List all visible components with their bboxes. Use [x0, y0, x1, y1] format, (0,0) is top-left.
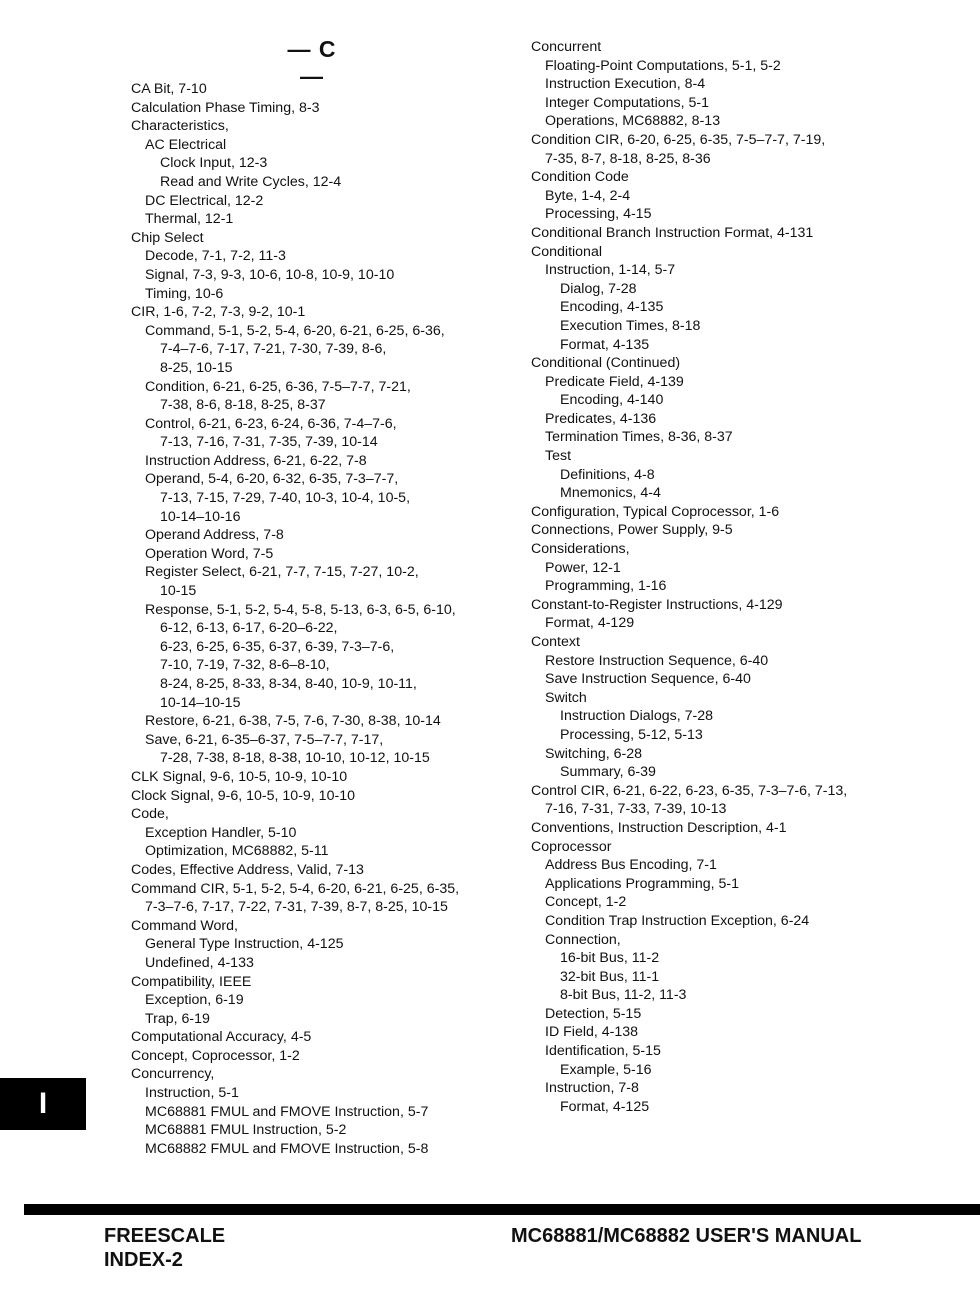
index-entry: Instruction, 1-14, 5-7: [545, 262, 676, 279]
index-entry: Exception, 6-19: [145, 992, 244, 1009]
index-entry: 7-16, 7-31, 7-33, 7-39, 10-13: [545, 801, 727, 818]
index-entry: Operand Address, 7-8: [145, 527, 284, 544]
index-entry: Identification, 5-15: [545, 1043, 661, 1060]
index-entry: Clock Input, 12-3: [160, 155, 268, 172]
footer-left: [104, 1224, 225, 1272]
index-entry: Code,: [131, 806, 169, 823]
index-entry: Chip Select: [131, 229, 204, 246]
index-entry: 6-23, 6-25, 6-35, 6-37, 6-39, 7-3–7-6,: [160, 638, 395, 655]
index-entry: Concept, Coprocessor, 1-2: [131, 1047, 300, 1064]
index-entry: Concurrency,: [131, 1066, 215, 1083]
index-column-left: [131, 80, 511, 1158]
index-entry: Command CIR, 5-1, 5-2, 5-4, 6-20, 6-21, 6-25, 6-35,: [131, 880, 460, 897]
index-entry: Operations, MC68882, 8-13: [545, 113, 721, 130]
index-entry: Test: [545, 448, 572, 465]
index-entry: Definitions, 4-8: [560, 466, 655, 483]
index-entry: Connections, Power Supply, 9-5: [531, 522, 733, 539]
index-entry: CLK Signal, 9-6, 10-5, 10-9, 10-10: [131, 768, 348, 785]
footer-page-number: INDEX-2: [104, 1249, 183, 1271]
index-entry: Conditional: [531, 243, 602, 260]
index-entry: Operand, 5-4, 6-20, 6-32, 6-35, 7-3–7-7,: [145, 471, 399, 488]
index-entry: Encoding, 4-140: [560, 392, 664, 409]
index-entry: Switching, 6-28: [545, 745, 642, 762]
index-entry: Clock Signal, 9-6, 10-5, 10-9, 10-10: [131, 787, 355, 804]
index-entry: 10-14–10-16: [160, 508, 241, 525]
index-entry: Connection,: [545, 931, 621, 948]
index-entry: Save, 6-21, 6-35–6-37, 7-5–7-7, 7-17,: [145, 731, 384, 748]
index-entry: DC Electrical, 12-2: [145, 192, 264, 209]
index-entry: Mnemonics, 4-4: [560, 485, 661, 502]
index-entry: Execution Times, 8-18: [560, 317, 701, 334]
index-entry: 8-25, 10-15: [160, 359, 233, 376]
index-entry: Floating-Point Computations, 5-1, 5-2: [545, 57, 781, 74]
index-entry: Format, 4-129: [545, 615, 635, 632]
footer-brand: FREESCALE: [104, 1225, 226, 1247]
index-entry: MC68881 FMUL Instruction, 5-2: [145, 1122, 347, 1139]
index-entry: Dialog, 7-28: [560, 280, 637, 297]
index-entry: MC68882 FMUL and FMOVE Instruction, 5-8: [145, 1140, 429, 1157]
index-entry: 10-14–10-15: [160, 694, 241, 711]
index-entry: Control, 6-21, 6-23, 6-24, 6-36, 7-4–7-6,: [145, 415, 397, 432]
index-entry: Response, 5-1, 5-2, 5-4, 5-8, 5-13, 6-3, 6-5, 6-10,: [145, 601, 456, 618]
index-entry: 7-3–7-6, 7-17, 7-22, 7-31, 7-39, 8-7, 8-25, 10-15: [145, 899, 448, 916]
index-entry: Power, 12-1: [545, 559, 621, 576]
index-entry: General Type Instruction, 4-125: [145, 936, 344, 953]
index-entry: Concept, 1-2: [545, 894, 627, 911]
index-entry: 10-15: [160, 583, 197, 600]
index-entry: Instruction Dialogs, 7-28: [560, 708, 713, 725]
section-heading: — C —: [287, 36, 337, 89]
index-entry: Undefined, 4-133: [145, 954, 254, 971]
index-entry: 32-bit Bus, 11-1: [560, 968, 660, 985]
index-entry: ID Field, 4-138: [545, 1024, 639, 1041]
index-entry: Conditional (Continued): [531, 355, 681, 372]
index-entry: 16-bit Bus, 11-2: [560, 950, 660, 967]
index-entry: Instruction, 5-1: [145, 1085, 239, 1102]
index-entry: Signal, 7-3, 9-3, 10-6, 10-8, 10-9, 10-10: [145, 266, 395, 283]
index-entry: Configuration, Typical Coprocessor, 1-6: [531, 503, 780, 520]
index-entry: Encoding, 4-135: [560, 299, 664, 316]
index-entry: Condition Code: [531, 169, 629, 186]
index-entry: 7-38, 8-6, 8-18, 8-25, 8-37: [160, 397, 326, 414]
index-entry: Calculation Phase Timing, 8-3: [131, 99, 320, 116]
index-entry: AC Electrical: [145, 136, 227, 153]
index-entry: Conditional Branch Instruction Format, 4-131: [531, 224, 814, 241]
index-entry: Example, 5-16: [560, 1061, 652, 1078]
index-entry: Operation Word, 7-5: [145, 545, 274, 562]
index-entry: 7-13, 7-16, 7-31, 7-35, 7-39, 10-14: [160, 434, 378, 451]
index-entry: Optimization, MC68882, 5-11: [145, 843, 329, 860]
index-entry: Timing, 10-6: [145, 285, 224, 302]
index-entry: 7-28, 7-38, 8-18, 8-38, 10-10, 10-12, 10-15: [160, 750, 430, 767]
index-entry: Condition, 6-21, 6-25, 6-36, 7-5–7-7, 7-21,: [145, 378, 411, 395]
index-entry: Instruction Execution, 8-4: [545, 76, 706, 93]
index-entry: Termination Times, 8-36, 8-37: [545, 429, 733, 446]
index-entry: Integer Computations, 5-1: [545, 94, 710, 111]
section-tab: I: [0, 1078, 86, 1130]
index-entry: Condition CIR, 6-20, 6-25, 6-35, 7-5–7-7, 7-19,: [531, 131, 826, 148]
index-entry: 6-12, 6-13, 6-17, 6-20–6-22,: [160, 620, 338, 637]
index-entry: Condition Trap Instruction Exception, 6-24: [545, 912, 810, 929]
index-entry: Switch: [545, 689, 587, 706]
index-entry: Thermal, 12-1: [145, 211, 234, 228]
index-entry: Format, 4-135: [560, 336, 650, 353]
index-entry: Byte, 1-4, 2-4: [545, 187, 631, 204]
index-entry: Summary, 6-39: [560, 764, 656, 781]
index-entry: Predicates, 4-136: [545, 410, 657, 427]
index-entry: CA Bit, 7-10: [131, 81, 207, 97]
index-entry: Detection, 5-15: [545, 1005, 642, 1022]
index-entry: Context: [531, 634, 580, 650]
index-entry: Instruction, 7-8: [545, 1080, 639, 1097]
index-entry: Codes, Effective Address, Valid, 7-13: [131, 861, 364, 878]
index-entry: Processing, 5-12, 5-13: [560, 726, 703, 743]
index-entry: Restore, 6-21, 6-38, 7-5, 7-6, 7-30, 8-38, 10-14: [145, 713, 441, 730]
index-entry: Save Instruction Sequence, 6-40: [545, 671, 751, 688]
index-entry: Conventions, Instruction Description, 4-1: [531, 819, 787, 836]
index-entry: Register Select, 6-21, 7-7, 7-15, 7-27, 10-2,: [145, 564, 419, 581]
index-entry: Characteristics,: [131, 118, 229, 135]
index-entry: 8-24, 8-25, 8-33, 8-34, 8-40, 10-9, 10-11,: [160, 676, 417, 692]
index-entry: 7-35, 8-7, 8-18, 8-25, 8-36: [545, 150, 711, 167]
index-entry: 7-10, 7-19, 7-32, 8-6–8-10,: [160, 657, 330, 674]
index-entry: Command, 5-1, 5-2, 5-4, 6-20, 6-21, 6-25, 6-36,: [145, 322, 445, 339]
index-entry: Control CIR, 6-21, 6-22, 6-23, 6-35, 7-3–7-6, 7-13,: [531, 782, 848, 799]
index-entry: Predicate Field, 4-139: [545, 373, 684, 390]
footer-manual-title: MC68881/MC68882 USER'S MANUAL: [511, 1225, 862, 1247]
index-entry: MC68881 FMUL and FMOVE Instruction, 5-7: [145, 1103, 429, 1120]
index-entry: CIR, 1-6, 7-2, 7-3, 9-2, 10-1: [131, 304, 306, 321]
index-entry: Processing, 4-15: [545, 206, 652, 223]
index-entry: 8-bit Bus, 11-2, 11-3: [560, 987, 687, 1004]
index-entry: Restore Instruction Sequence, 6-40: [545, 652, 769, 669]
index-entry: Format, 4-125: [560, 1098, 650, 1115]
index-entry: 7-4–7-6, 7-17, 7-21, 7-30, 7-39, 8-6,: [160, 341, 387, 358]
index-entry: Coprocessor: [531, 838, 612, 855]
index-entry: Compatibility, IEEE: [131, 973, 252, 990]
index-entry: Constant-to-Register Instructions, 4-129: [531, 596, 783, 613]
index-entry: Read and Write Cycles, 12-4: [160, 173, 342, 190]
index-entry: Command Word,: [131, 917, 238, 934]
index-entry: Concurrent: [531, 39, 602, 55]
index-entry: Decode, 7-1, 7-2, 11-3: [145, 248, 286, 265]
index-entry: Exception Handler, 5-10: [145, 824, 297, 841]
index-entry: Applications Programming, 5-1: [545, 875, 739, 892]
index-entry: 7-13, 7-15, 7-29, 7-40, 10-3, 10-4, 10-5,: [160, 490, 411, 507]
index-entry: Instruction Address, 6-21, 6-22, 7-8: [145, 452, 367, 469]
index-entry: Trap, 6-19: [145, 1010, 210, 1027]
index-entry: Programming, 1-16: [545, 578, 667, 595]
index-entry: Address Bus Encoding, 7-1: [545, 857, 717, 874]
index-entry: Computational Accuracy, 4-5: [131, 1029, 312, 1046]
footer-rule: [24, 1204, 980, 1215]
index-column-right: [531, 38, 951, 1116]
index-entry: Considerations,: [531, 541, 630, 558]
